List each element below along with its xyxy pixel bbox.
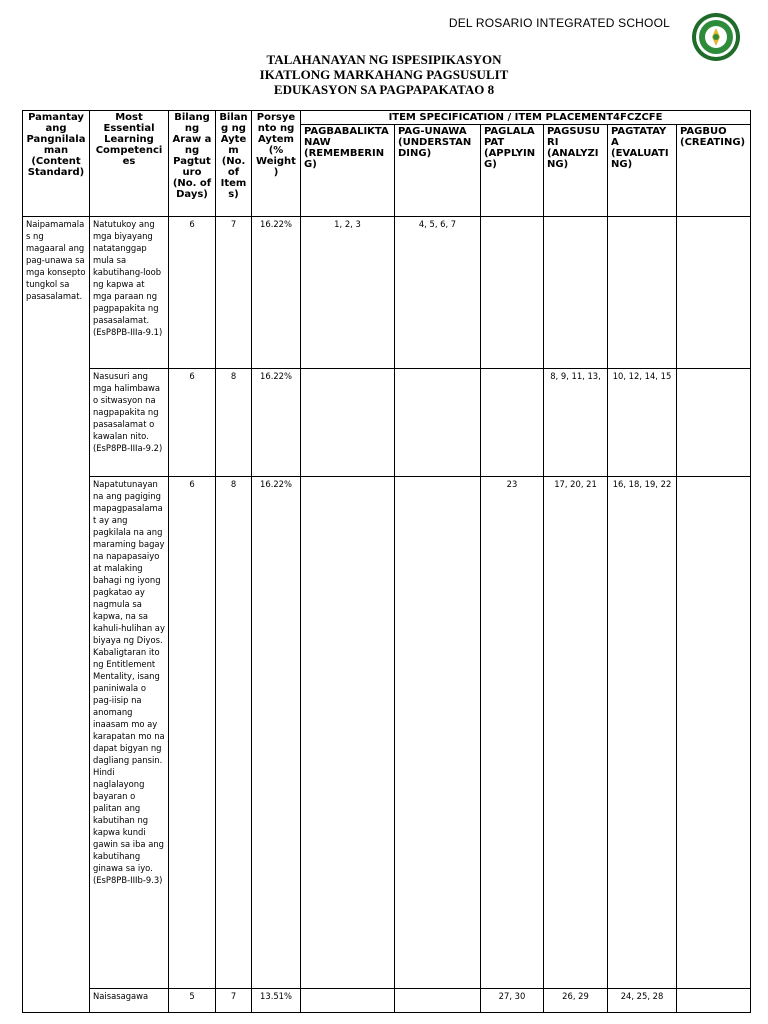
- evaluating-cell: [608, 217, 677, 369]
- header-understanding: PAG-UNAWA (UNDERSTANDING): [395, 125, 481, 217]
- header-remembering: PAGBABALIKTANAW (REMEMBERING): [301, 125, 395, 217]
- evaluating-cell: 16, 18, 19, 22: [608, 477, 677, 989]
- header-percent: Porsyento ng Aytem (% Weight): [252, 111, 301, 217]
- analyzing-cell: 8, 9, 11, 13,: [544, 369, 608, 477]
- header-days: Bilang ng Araw a ng Pagtuturo (No. of Days): [169, 111, 216, 217]
- header-items: Bilang ng Aytem (No. of Items): [216, 111, 252, 217]
- items-cell: 8: [216, 477, 252, 989]
- specification-table: [22, 110, 751, 1013]
- header-applying: PAGLALAPAT (APPLYING): [481, 125, 544, 217]
- analyzing-cell: 17, 20, 21: [544, 477, 608, 989]
- table-row: [23, 477, 751, 989]
- percent-cell: 16.22%: [252, 477, 301, 989]
- title-line-1: TALAHANAYAN NG ISPESIPIKASYON: [266, 52, 502, 67]
- analyzing-cell: 26, 29: [544, 989, 608, 1013]
- understanding-cell: 4, 5, 6, 7: [395, 217, 481, 369]
- remembering-cell: [301, 989, 395, 1013]
- understanding-cell: [395, 989, 481, 1013]
- header-evaluating: PAGTATAYA (EVALUATING): [608, 125, 677, 217]
- creating-cell: [677, 217, 751, 369]
- percent-cell: 16.22%: [252, 217, 301, 369]
- applying-cell: [481, 369, 544, 477]
- percent-cell: 16.22%: [252, 369, 301, 477]
- understanding-cell: [395, 477, 481, 989]
- competency-cell: Napatutunayan na ang pagiging mapagpasalamat ay ang pagkilala na ang maraming bagay na napapasaiyo at malaking bahagi ng iyong pagkatao ay nagmula sa kapwa, na sa kahuli-hulihan ay biyaya ng Diyos. Kabaligtaran ito ng Entitlement Mentality, isang paniniwala o pag-iisip na anomang inaasam mo ay karapatan mo na dapat bigyan ng dagliang pansin. Hindi naglalayong bayaran o palitan ang kabutihan ng kapwa kundi gawin sa iba ang kabutihang ginawa sa iyo. (EsP8PB-IIIb-9.3): [90, 477, 169, 989]
- remembering-cell: 1, 2, 3: [301, 217, 395, 369]
- header-competencies: Most Essential Learning Competencies: [90, 111, 169, 217]
- days-cell: 6: [169, 477, 216, 989]
- items-cell: 7: [216, 989, 252, 1013]
- evaluating-cell: 10, 12, 14, 15: [608, 369, 677, 477]
- days-cell: 5: [169, 989, 216, 1013]
- school-name: DEL ROSARIO INTEGRATED SCHOOL: [448, 16, 670, 30]
- items-cell: 8: [216, 369, 252, 477]
- creating-cell: [677, 369, 751, 477]
- days-cell: 6: [169, 217, 216, 369]
- remembering-cell: [301, 477, 395, 989]
- competency-cell: Nasusuri ang mga halimbawa o sitwasyon na nagpapakita ng pasasalamat o kawalan nito. (EsP8PB-IIIa-9.2): [90, 369, 169, 477]
- applying-cell: 23: [481, 477, 544, 989]
- table-row: [23, 989, 751, 1013]
- competency-cell: Naisasagawa: [90, 989, 169, 1013]
- evaluating-cell: 24, 25, 28: [608, 989, 677, 1013]
- analyzing-cell: [544, 217, 608, 369]
- title-line-2: IKATLONG MARKAHANG PAGSUSULIT: [259, 67, 509, 82]
- header-content-standard: Pamantayang Pangnilalaman (Content Standard): [23, 111, 90, 217]
- header-analyzing: PAGSUSURI (ANALYZING): [544, 125, 608, 217]
- table-row: [23, 369, 751, 477]
- competency-cell: Natutukoy ang mga biyayang natatanggap mula sa kabutihang-loob ng kapwa at mga paraan ng pagpapakita ng pasasalamat. (EsP8PB-IIIa-9.1): [90, 217, 169, 369]
- items-cell: 7: [216, 217, 252, 369]
- document-title: [0, 52, 768, 97]
- creating-cell: [677, 477, 751, 989]
- remembering-cell: [301, 369, 395, 477]
- applying-cell: [481, 217, 544, 369]
- table-row: [23, 217, 751, 369]
- header-creating: PAGBUO (CREATING): [677, 125, 751, 217]
- title-line-3: EDUKASYON SA PAGPAPAKATAO 8: [273, 82, 495, 97]
- applying-cell: 27, 30: [481, 989, 544, 1013]
- percent-cell: 13.51%: [252, 989, 301, 1013]
- days-cell: 6: [169, 369, 216, 477]
- understanding-cell: [395, 369, 481, 477]
- header-item-specification: ITEM SPECIFICATION / ITEM PLACEMENT4FCZCFE: [301, 111, 751, 125]
- creating-cell: [677, 989, 751, 1013]
- content-standard-cell: Naipamamalas ng magaaral ang pag-unawa sa mga konsepto tungkol sa pasasalamat.: [23, 217, 90, 1013]
